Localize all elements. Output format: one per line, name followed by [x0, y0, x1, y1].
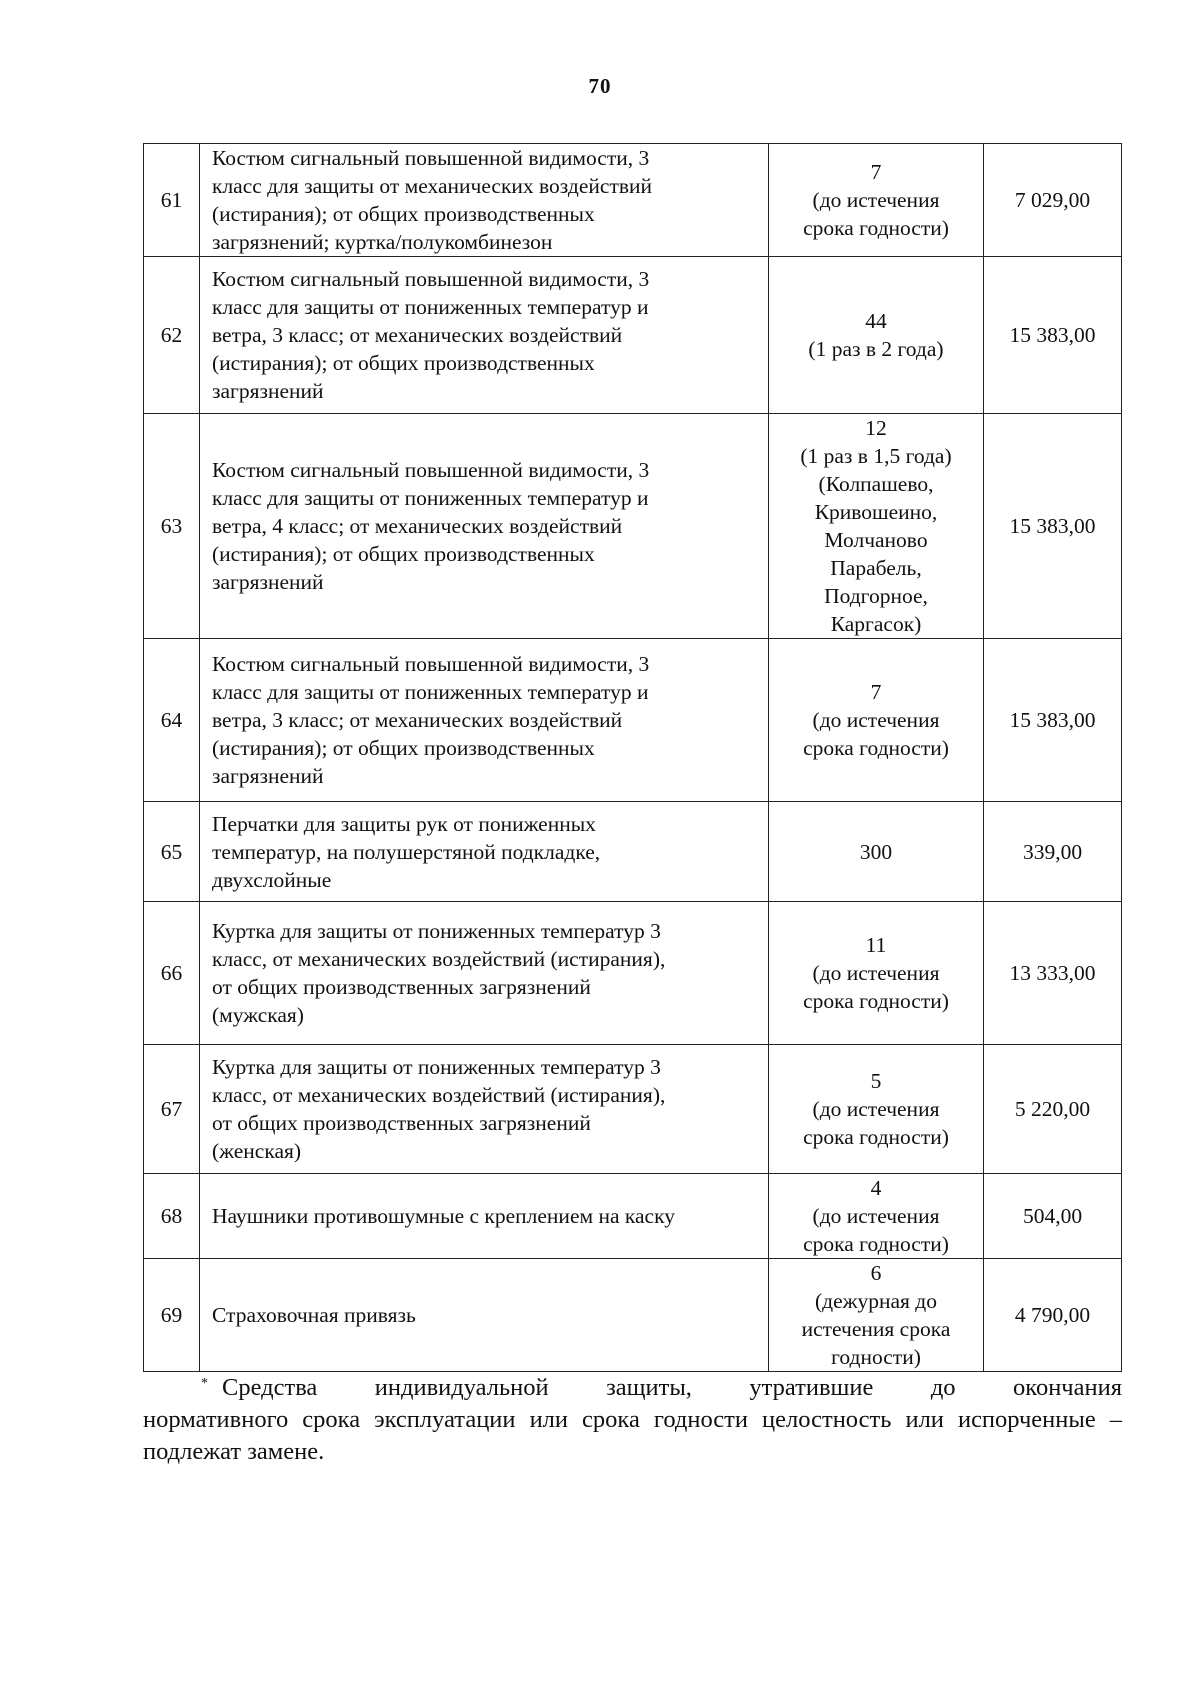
- quantity-cell: [769, 1045, 984, 1174]
- footnote-mark: *: [201, 1376, 208, 1391]
- quantity-cell: [769, 1174, 984, 1259]
- footnote-first-line: [143, 1372, 1122, 1404]
- item-name: Куртка для защиты от пониженных температур 3 класс, от механических воздействий (истирания), от общих производственных загрязнений (женская): [212, 1055, 666, 1163]
- item-name-cell: [200, 1045, 769, 1174]
- quantity: 300: [859, 839, 893, 864]
- quantity-cell: [769, 414, 984, 639]
- row-number-cell: 64: [144, 639, 200, 802]
- item-name-cell: [200, 257, 769, 414]
- row-number-cell: 63: [144, 414, 200, 639]
- quantity-cell: [769, 802, 984, 902]
- quantity-cell: [769, 1259, 984, 1372]
- price-cell: 15 383,00: [984, 639, 1122, 802]
- row-number-cell: 62: [144, 257, 200, 414]
- price-cell: 4 790,00: [984, 1259, 1122, 1372]
- table-row: [144, 144, 1122, 257]
- item-name: Куртка для защиты от пониженных температур 3 класс, от механических воздействий (истирания), от общих производственных загрязнений (мужская): [212, 919, 666, 1027]
- quantity: 11 (до истечения срока годности): [803, 933, 949, 1013]
- table-row: [144, 902, 1122, 1045]
- item-name: Костюм сигнальный повышенной видимости, 3 класс для защиты от механических воздействий (истирания); от общих производственных загрязнений; куртка/полукомбинезон: [212, 146, 653, 254]
- price-cell: 13 333,00: [984, 902, 1122, 1045]
- item-name: Перчатки для защиты рук от пониженных температур, на полушерстяной подкладке, двухслойные: [212, 811, 601, 892]
- table-row: [144, 1174, 1122, 1259]
- row-number-cell: 68: [144, 1174, 200, 1259]
- quantity: 12 (1 раз в 1,5 года) (Колпашево, Кривошеино, Молчаново Парабель, Подгорное, Каргасок): [800, 416, 952, 636]
- quantity-cell: [769, 257, 984, 414]
- table-row: [144, 802, 1122, 902]
- items-table: [143, 143, 1122, 1372]
- table-row: [144, 414, 1122, 639]
- item-name-cell: [200, 639, 769, 802]
- quantity-cell: [769, 902, 984, 1045]
- price-cell: 15 383,00: [984, 257, 1122, 414]
- price-cell: 15 383,00: [984, 414, 1122, 639]
- footnote-text-start: Средства индивидуальной защиты, утратившие до окончания: [222, 1374, 1122, 1401]
- quantity-cell: [769, 639, 984, 802]
- item-name-cell: [200, 802, 769, 902]
- price-cell: 339,00: [984, 802, 1122, 902]
- price-cell: 7 029,00: [984, 144, 1122, 257]
- quantity-cell: [769, 144, 984, 257]
- item-name-cell: [200, 1174, 769, 1259]
- footnote: [143, 1372, 1122, 1468]
- row-number-cell: 67: [144, 1045, 200, 1174]
- item-name-cell: [200, 1259, 769, 1372]
- row-number-cell: 65: [144, 802, 200, 902]
- price-cell: 504,00: [984, 1174, 1122, 1259]
- item-name: Костюм сигнальный повышенной видимости, 3 класс для защиты от пониженных температур и ветра, 3 класс; от механических воздействий (истирания); от общих производственных загрязнений: [212, 267, 650, 403]
- item-name-cell: [200, 902, 769, 1045]
- table-row: [144, 257, 1122, 414]
- page-number: 70: [588, 74, 612, 98]
- item-name-cell: [200, 414, 769, 639]
- quantity: 6 (дежурная до истечения срока годности): [801, 1261, 951, 1369]
- item-name-cell: [200, 144, 769, 257]
- item-name: Наушники противошумные с креплением на каску: [212, 1204, 675, 1228]
- quantity: 5 (до истечения срока годности): [803, 1069, 949, 1149]
- price-cell: 5 220,00: [984, 1045, 1122, 1174]
- quantity: 7 (до истечения срока годности): [803, 680, 949, 760]
- row-number-cell: 61: [144, 144, 200, 257]
- quantity: 4 (до истечения срока годности): [803, 1176, 949, 1256]
- table-row: [144, 639, 1122, 802]
- row-number-cell: 69: [144, 1259, 200, 1372]
- quantity: 7 (до истечения срока годности): [803, 160, 949, 240]
- table-row: [144, 1259, 1122, 1372]
- footnote-text-rest: нормативного срока эксплуатации или срока годности целостность или испорченные – подлежат замене.: [143, 1406, 1122, 1465]
- table-row: [144, 1045, 1122, 1174]
- item-name: Костюм сигнальный повышенной видимости, 3 класс для защиты от пониженных температур и ветра, 3 класс; от механических воздействий (истирания); от общих производственных загрязнений: [212, 652, 650, 788]
- row-number-cell: 66: [144, 902, 200, 1045]
- quantity: 44 (1 раз в 2 года): [808, 309, 944, 361]
- item-name: Костюм сигнальный повышенной видимости, 3 класс для защиты от пониженных температур и ветра, 4 класс; от механических воздействий (истирания); от общих производственных загрязнений: [212, 458, 650, 594]
- item-name: Страховочная привязь: [212, 1303, 416, 1327]
